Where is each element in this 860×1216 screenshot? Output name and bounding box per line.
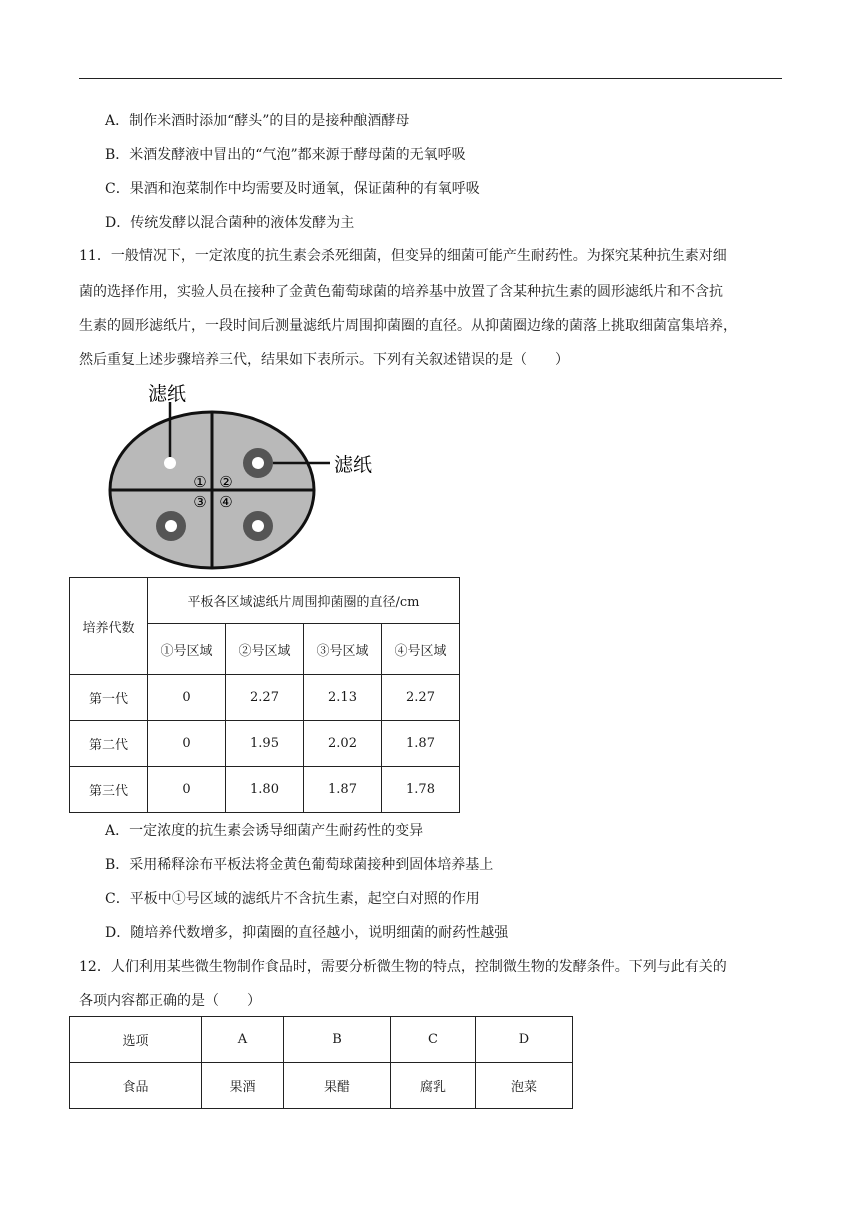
row-label-cell: 第二代 <box>70 721 148 767</box>
column-header-cell: ③号区域 <box>304 624 382 675</box>
table-row <box>70 675 460 721</box>
region-number: ④ <box>219 493 233 511</box>
header-cell: B <box>284 1017 391 1063</box>
q11-stem-line: 生素的圆形滤纸片，一段时间后测量滤纸片周围抑菌圈的直径。从抑菌圈边缘的菌落上挑取细菌富集培养， <box>79 318 737 334</box>
fermentation-table <box>69 1016 573 1109</box>
data-cell: 0 <box>148 767 226 813</box>
filter-paper-label: 滤纸 <box>148 383 187 405</box>
row-label-cell: 第三代 <box>70 767 148 813</box>
petri-dish-figure <box>100 376 400 576</box>
header-rule <box>79 78 782 79</box>
filter-paper-region-2 <box>252 457 264 469</box>
data-cell: 2.02 <box>304 721 382 767</box>
table-row <box>70 767 460 813</box>
q11-stem-line: 菌的选择作用，实验人员在接种了金黄色葡萄球菌的培养基中放置了含某种抗生素的圆形滤纸片和不含抗 <box>79 284 723 300</box>
data-cell: 2.27 <box>382 675 460 721</box>
q11-option-c: C．平板中①号区域的滤纸片不含抗生素，起空白对照的作用 <box>105 891 480 907</box>
row-header-cell: 培养代数 <box>70 578 148 675</box>
table-row <box>70 721 460 767</box>
data-cell: 2.27 <box>226 675 304 721</box>
header-cell: A <box>202 1017 284 1063</box>
data-cell: 果酒 <box>202 1063 284 1109</box>
filter-paper-region-1 <box>164 457 176 469</box>
filter-paper-label: 滤纸 <box>334 454 373 476</box>
q11-stem-line: 然后重复上述步骤培养三代，结果如下表所示。下列有关叙述错误的是（ ） <box>79 352 569 368</box>
data-cell: 1.80 <box>226 767 304 813</box>
table-row <box>70 1017 573 1063</box>
q12-stem-line: 各项内容都正确的是（ ） <box>79 993 261 1009</box>
q11-option-a: A．一定浓度的抗生素会诱导细菌产生耐药性的变异 <box>105 823 424 839</box>
q10-option-c: C．果酒和泡菜制作中均需要及时通氧，保证菌种的有氧呼吸 <box>105 181 480 197</box>
data-cell: 1.87 <box>304 767 382 813</box>
header-cell: 选项 <box>70 1017 202 1063</box>
column-header-cell: ②号区域 <box>226 624 304 675</box>
q11-option-b: B．采用稀释涂布平板法将金黄色葡萄球菌接种到固体培养基上 <box>105 857 494 873</box>
table-row <box>70 1063 573 1109</box>
q12-stem-line: 12．人们利用某些微生物制作食品时，需要分析微生物的特点，控制微生物的发酵条件。下列与此有关的 <box>79 959 727 975</box>
region-number: ③ <box>193 493 207 511</box>
row-label-cell: 第一代 <box>70 675 148 721</box>
data-cell: 1.95 <box>226 721 304 767</box>
region-number: ① <box>193 473 207 491</box>
data-cell: 果醋 <box>284 1063 391 1109</box>
data-cell: 2.13 <box>304 675 382 721</box>
header-cell: C <box>391 1017 476 1063</box>
q11-option-d: D．随培养代数增多，抑菌圈的直径越小，说明细菌的耐药性越强 <box>105 925 509 941</box>
column-header-cell: ①号区域 <box>148 624 226 675</box>
q11-stem-line: 11．一般情况下，一定浓度的抗生素会杀死细菌，但变异的细菌可能产生耐药性。为探究某种抗生素对细 <box>79 248 727 264</box>
region-number: ② <box>219 473 233 491</box>
header-cell: D <box>476 1017 573 1063</box>
q10-option-d: D．传统发酵以混合菌种的液体发酵为主 <box>105 215 355 231</box>
data-cell: 0 <box>148 721 226 767</box>
q10-option-a: A．制作米酒时添加“酵头”的目的是接种酿酒酵母 <box>105 113 410 129</box>
data-cell: 1.87 <box>382 721 460 767</box>
column-header-cell: ④号区域 <box>382 624 460 675</box>
group-header-cell: 平板各区域滤纸片周围抑菌圈的直径/cm <box>148 578 460 624</box>
filter-paper-region-4 <box>252 520 264 532</box>
data-cell: 0 <box>148 675 226 721</box>
q10-option-b: B．米酒发酵液中冒出的“气泡”都来源于酵母菌的无氧呼吸 <box>105 147 466 163</box>
filter-paper-region-3 <box>165 520 177 532</box>
data-cell: 腐乳 <box>391 1063 476 1109</box>
data-cell: 1.78 <box>382 767 460 813</box>
data-cell: 食品 <box>70 1063 202 1109</box>
data-cell: 泡菜 <box>476 1063 573 1109</box>
inhibition-zone-table <box>69 577 460 813</box>
